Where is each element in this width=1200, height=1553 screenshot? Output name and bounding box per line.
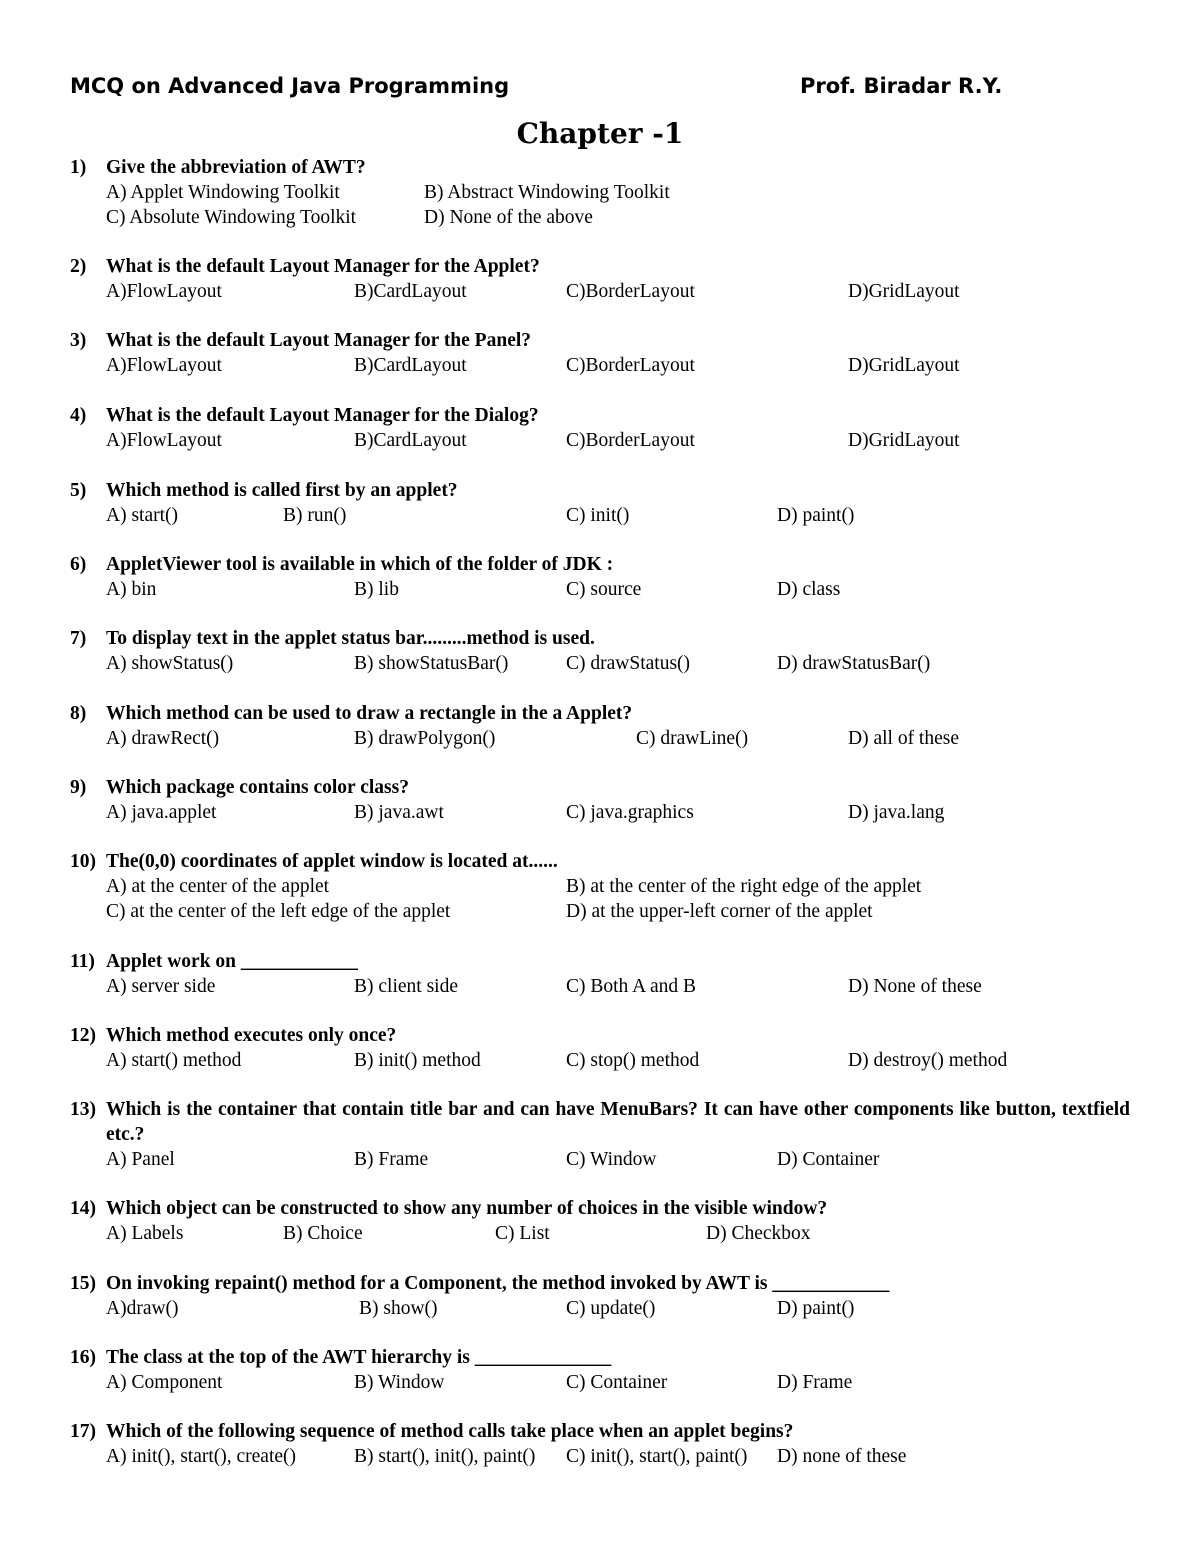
question-text: The class at the top of the AWT hierarchy is ______________ <box>106 1347 612 1368</box>
question-number: 6) <box>70 554 87 575</box>
option-c: C) Absolute Windowing Toolkit <box>106 207 357 228</box>
question-7 <box>70 626 1130 676</box>
question-number: 11) <box>70 951 95 972</box>
option-c: C) List <box>495 1223 550 1244</box>
document-author: Prof. Biradar R.Y. <box>800 74 1003 98</box>
option-d: D) java.lang <box>848 802 945 823</box>
option-c: C) Both A and B <box>566 976 697 997</box>
question-text: AppletViewer tool is available in which of the folder of JDK : <box>106 554 614 575</box>
question-13 <box>70 1097 1130 1172</box>
question-text: What is the default Layout Manager for the Applet? <box>106 256 540 277</box>
question-number: 17) <box>70 1421 96 1442</box>
question-number: 10) <box>70 851 96 872</box>
option-c: C) java.graphics <box>566 802 694 823</box>
option-d: D) none of these <box>777 1446 907 1467</box>
question-1 <box>70 155 1130 230</box>
option-a: A) start() method <box>106 1050 242 1071</box>
question-12 <box>70 1023 1130 1073</box>
option-b: B) start(), init(), paint() <box>354 1446 536 1467</box>
option-c: C) at the center of the left edge of the applet <box>106 901 451 922</box>
option-c: C) Container <box>566 1372 668 1393</box>
question-5 <box>70 478 1130 528</box>
question-text: Give the abbreviation of AWT? <box>106 157 366 178</box>
question-text: What is the default Layout Manager for the Dialog? <box>106 405 539 426</box>
question-number: 8) <box>70 703 87 724</box>
option-c: C)BorderLayout <box>566 281 695 302</box>
question-15 <box>70 1271 1130 1321</box>
question-14 <box>70 1196 1130 1246</box>
option-b: B) run() <box>283 505 347 526</box>
option-a: A)draw() <box>106 1298 179 1319</box>
option-a: A) showStatus() <box>106 653 234 674</box>
option-c: C) stop() method <box>566 1050 700 1071</box>
question-text: Which package contains color class? <box>106 777 409 798</box>
question-16 <box>70 1345 1130 1395</box>
question-number: 9) <box>70 777 87 798</box>
option-b: B) init() method <box>354 1050 481 1071</box>
question-text: Which method executes only once? <box>106 1025 397 1046</box>
option-b: B) lib <box>354 579 399 600</box>
option-d: D)GridLayout <box>848 281 960 302</box>
question-text: Which method can be used to draw a rectangle in the a Applet? <box>106 703 633 724</box>
option-a: A) Panel <box>106 1149 175 1170</box>
question-10 <box>70 849 1130 924</box>
question-number: 3) <box>70 330 87 351</box>
option-a: A) server side <box>106 976 216 997</box>
option-d: D) class <box>777 579 841 600</box>
question-number: 5) <box>70 480 87 501</box>
option-d: D) destroy() method <box>848 1050 1008 1071</box>
option-b: B) drawPolygon() <box>354 728 496 749</box>
option-c: C) init(), start(), paint() <box>566 1446 748 1467</box>
option-a: A) bin <box>106 579 157 600</box>
option-b: B)CardLayout <box>354 281 467 302</box>
option-b: B) showStatusBar() <box>354 653 509 674</box>
option-c: C) drawStatus() <box>566 653 691 674</box>
option-d: D) paint() <box>777 1298 855 1319</box>
question-9 <box>70 775 1130 825</box>
question-text: Which object can be constructed to show any number of choices in the visible window? <box>106 1198 828 1219</box>
option-a: A) Labels <box>106 1223 184 1244</box>
option-a: A) java.applet <box>106 802 217 823</box>
option-d: D)GridLayout <box>848 430 960 451</box>
option-c: C) source <box>566 579 642 600</box>
option-b: B) Choice <box>283 1223 363 1244</box>
question-number: 12) <box>70 1025 96 1046</box>
question-number: 7) <box>70 628 87 649</box>
option-d: D) Frame <box>777 1372 853 1393</box>
option-d: D) all of these <box>848 728 960 749</box>
question-text: Which is the container that contain title bar and can have MenuBars? It can have other components like button, textfield etc.? <box>106 1099 1130 1145</box>
option-a: A) Applet Windowing Toolkit <box>106 182 340 203</box>
question-number: 4) <box>70 405 87 426</box>
question-3 <box>70 328 1130 378</box>
question-11 <box>70 949 1130 999</box>
option-c: C) update() <box>566 1298 656 1319</box>
question-17 <box>70 1419 1130 1469</box>
question-text: The(0,0) coordinates of applet window is located at...... <box>106 851 558 872</box>
option-a: A) drawRect() <box>106 728 220 749</box>
option-d: D)GridLayout <box>848 355 960 376</box>
option-c: C)BorderLayout <box>566 355 695 376</box>
option-a: A)FlowLayout <box>106 430 222 451</box>
option-d: D) None of the above <box>424 207 593 228</box>
option-d: D) None of these <box>848 976 982 997</box>
question-8 <box>70 701 1130 751</box>
option-d: D) at the upper-left corner of the applet <box>566 901 873 922</box>
option-b: B)CardLayout <box>354 355 467 376</box>
option-a: A) Component <box>106 1372 223 1393</box>
question-2 <box>70 254 1130 304</box>
option-b: B) java.awt <box>354 802 444 823</box>
question-4 <box>70 403 1130 453</box>
option-a: A) at the center of the applet <box>106 876 330 897</box>
option-c: C) Window <box>566 1149 657 1170</box>
option-b: B) Frame <box>354 1149 429 1170</box>
question-number: 14) <box>70 1198 96 1219</box>
option-a: A) start() <box>106 505 179 526</box>
option-d: D) Checkbox <box>706 1223 811 1244</box>
option-d: D) drawStatusBar() <box>777 653 931 674</box>
question-6 <box>70 552 1130 602</box>
question-text: To display text in the applet status bar.........method is used. <box>106 628 595 649</box>
option-d: D) Container <box>777 1149 880 1170</box>
option-d: D) paint() <box>777 505 855 526</box>
question-number: 1) <box>70 157 87 178</box>
option-a: A)FlowLayout <box>106 355 222 376</box>
question-number: 13) <box>70 1099 96 1120</box>
question-number: 15) <box>70 1273 96 1294</box>
question-text: Which method is called first by an applet? <box>106 480 458 501</box>
option-b: B) show() <box>359 1298 438 1319</box>
option-b: B) Window <box>354 1372 445 1393</box>
chapter-heading: Chapter -1 <box>516 117 684 150</box>
option-c: C)BorderLayout <box>566 430 695 451</box>
question-text: What is the default Layout Manager for the Panel? <box>106 330 532 351</box>
question-text: Which of the following sequence of method calls take place when an applet begins? <box>106 1421 794 1442</box>
question-text: On invoking repaint() method for a Component, the method invoked by AWT is ____________ <box>106 1273 890 1294</box>
question-number: 16) <box>70 1347 96 1368</box>
document-title: MCQ on Advanced Java Programming <box>70 74 510 98</box>
option-b: B)CardLayout <box>354 430 467 451</box>
option-b: B) Abstract Windowing Toolkit <box>424 182 670 203</box>
question-number: 2) <box>70 256 87 277</box>
option-b: B) client side <box>354 976 458 997</box>
question-text: Applet work on ____________ <box>106 951 358 972</box>
option-b: B) at the center of the right edge of the applet <box>566 876 922 897</box>
option-c: C) drawLine() <box>636 728 749 749</box>
option-a: A)FlowLayout <box>106 281 222 302</box>
option-c: C) init() <box>566 505 630 526</box>
option-a: A) init(), start(), create() <box>106 1446 297 1467</box>
